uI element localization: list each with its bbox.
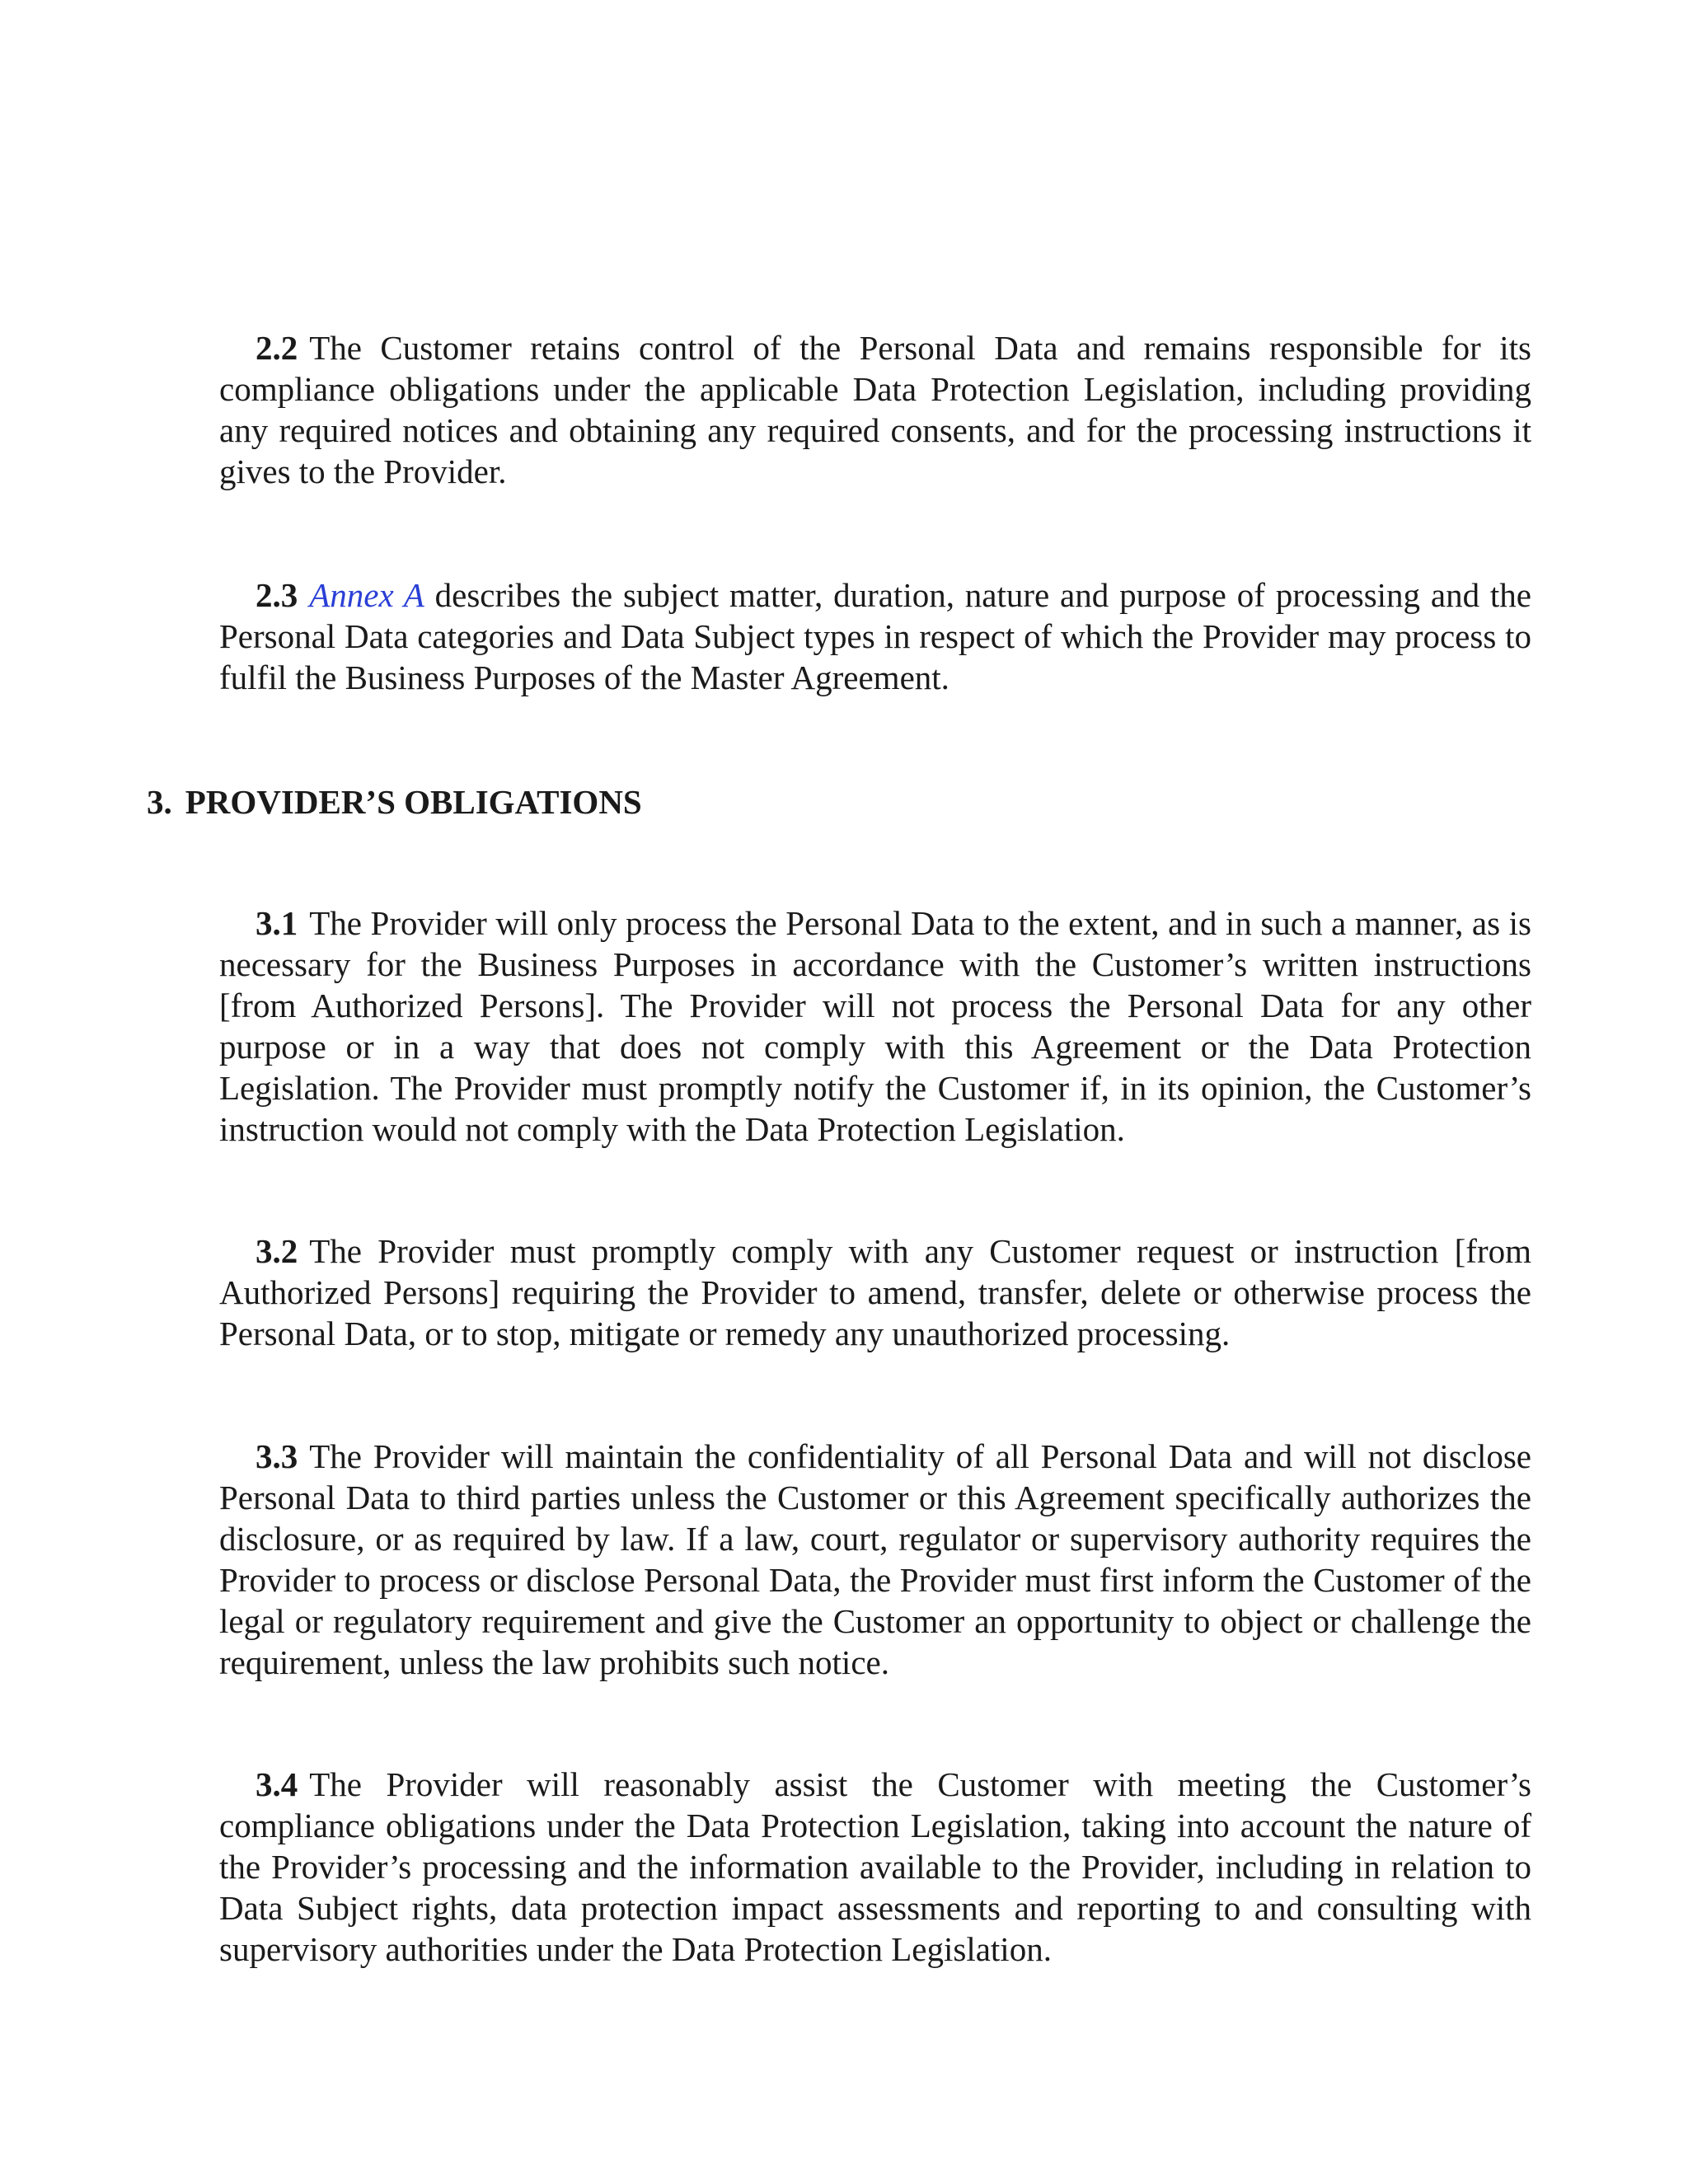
clause-2-2 <box>219 327 1531 492</box>
clause-text: The Provider will only process the Personal Data to the extent, and in such a manner, as is necessary for the Business Purposes in accordance with the Customer’s written instructions [from Authorized Persons]. The Provider will not process the Personal Data for any other purpose or in a way that does not comply with this Agreement or the Data Protection Legislation. The Provider must promptly notify the Customer if, in its opinion, the Customer’s instruction would not comply with the Data Protection Legislation. <box>219 904 1531 1148</box>
clause-3-4 <box>219 1764 1531 1970</box>
clause-3-1 <box>219 902 1531 1150</box>
clause-3-3 <box>219 1436 1531 1683</box>
section-heading <box>147 781 642 823</box>
clause-3-2 <box>219 1230 1531 1354</box>
clause-text: The Provider will maintain the confidentiality of all Personal Data and will not disclose Personal Data to third parties unless the Customer or this Agreement specifically authorizes the disclosure, or as required by law. If a law, court, regulator or supervisory authority requires the Provider to process or disclose Personal Data, the Provider must first inform the Customer of the legal or regulatory requirement and give the Customer an opportunity to object or challenge the requirement, unless the law prohibits such notice. <box>219 1437 1531 1681</box>
section-title: PROVIDER’S OBLIGATIONS <box>185 783 642 821</box>
clause-number: 2.2 <box>256 329 298 367</box>
clause-number: 3.1 <box>256 904 298 942</box>
clause-number: 3.4 <box>256 1765 298 1803</box>
section-number: 3. <box>147 783 172 821</box>
clause-number: 2.3 <box>256 576 298 614</box>
clause-text: The Customer retains control of the Personal Data and remains responsible for its compliance obligations under the applicable Data Protection Legislation, including providing any required notices and obtaining any required consents, and for the processing instructions it gives to the Provider. <box>219 329 1531 490</box>
annex-a-link[interactable]: Annex A <box>309 576 424 614</box>
clause-number: 3.3 <box>256 1437 298 1475</box>
clause-text: The Provider must promptly comply with any Customer request or instruction [from Authorized Persons] requiring the Provider to amend, transfer, delete or otherwise process the Personal Data, or to stop, mitigate or remedy any unauthorized processing. <box>219 1232 1531 1352</box>
clause-text: describes the subject matter, duration, nature and purpose of processing and the Personal Data categories and Data Subject types in respect of which the Provider may process to fulfil the Business Purposes of the Master Agreement. <box>219 576 1531 696</box>
clause-2-3 <box>219 574 1531 698</box>
clause-number: 3.2 <box>256 1232 298 1270</box>
clause-text: The Provider will reasonably assist the Customer with meeting the Customer’s compliance obligations under the Data Protection Legislation, taking into account the nature of the Provider’s processing and the information available to the Provider, including in relation to Data Subject rights, data protection impact assessments and reporting to and consulting with supervisory authorities under the Data Protection Legislation. <box>219 1765 1531 1968</box>
